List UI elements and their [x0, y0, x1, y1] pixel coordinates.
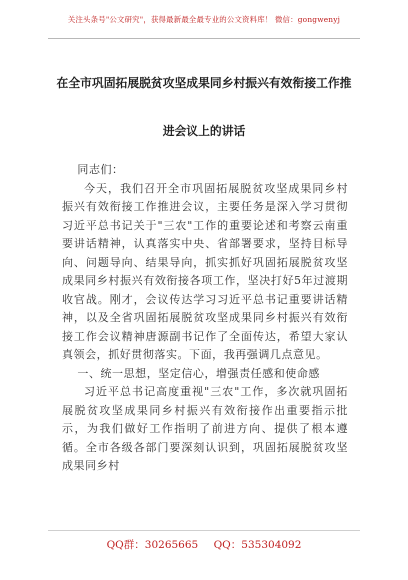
body-paragraph: 习近平总书记高度重视"三农"工作，多次就巩固拓展脱贫攻坚成果同乡村振兴有效衔接作出重要指示批示，为我们做好工作指明了前进方向、提供了根本遵循。全市各级各部门要深刻认识到，巩固拓展脱贫攻坚成果同乡村: [62, 385, 348, 472]
footer-contact: [0, 537, 408, 552]
salutation: 同志们：: [77, 163, 124, 176]
qq-group-number: QQ群：30265665: [106, 539, 199, 551]
footer-divider: [48, 530, 360, 531]
document-body: [62, 161, 348, 476]
document-title-line-1: 在全市巩固拓展脱贫攻坚成果同乡村振兴有效衔接工作推: [56, 76, 352, 90]
body-paragraph: 今天，我们召开全市巩固拓展脱贫攻坚成果同乡村振兴有效衔接工作推进会议，主要任务是深入学习贯彻习近平总书记关于"三农"工作的重要论述和考察云南重要讲话精神，认真落实中央、省部署要求，坚持目标导向、问题导向、结果导向，抓实抓好巩固拓展脱贫攻坚成果同乡村振兴有效衔接各项工作，坚决打好5年过渡期收官战。刚才，会议传达学习习近平总书记重要讲话精神，以及全省巩固拓展脱贫攻坚成果同乡村振兴有效衔接工作会议精神唐源副书记作了全面传达，希望大家认真领会，抓好贯彻落实。下面，我再强调几点意见。: [62, 181, 348, 361]
qq-number: QQ：535304092: [213, 539, 302, 551]
header-banner: 关注头条号"公文研究"，获得最新最全最专业的公文资料库！ 微信：gongwenyj: [67, 15, 341, 24]
header-divider: [48, 38, 360, 39]
section-heading: 一、统一思想，坚定信心，增强责任感和使命感: [77, 366, 320, 380]
document-title-line-2: 进会议上的讲话: [162, 124, 246, 138]
